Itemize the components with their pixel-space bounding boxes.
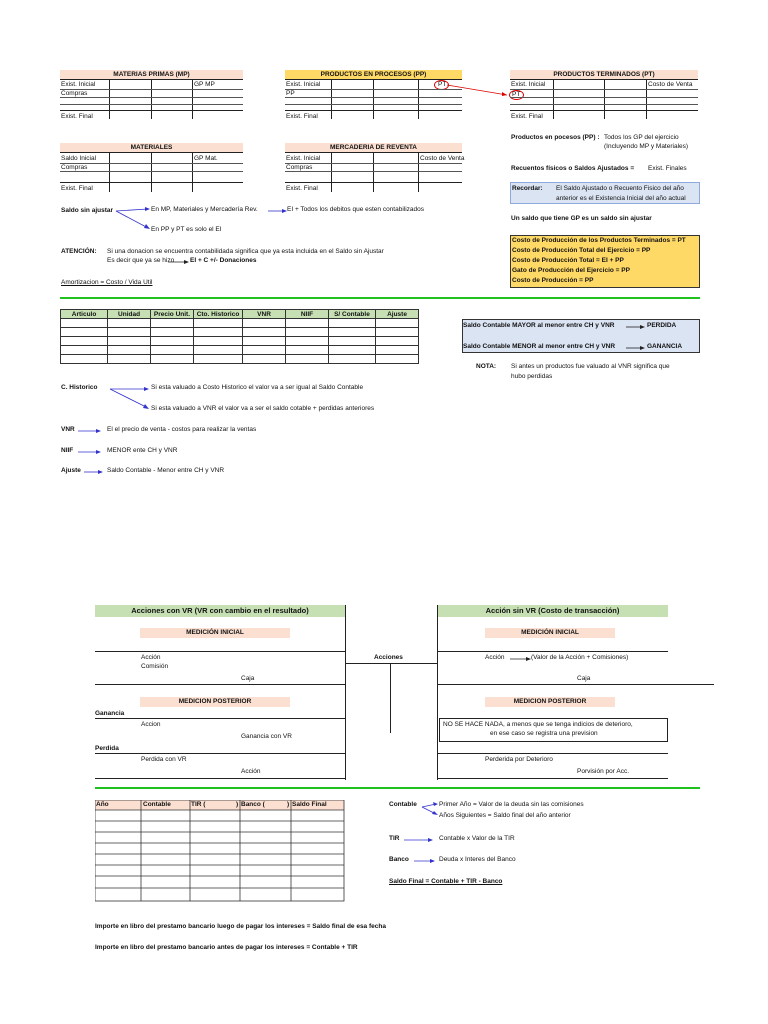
divider (510, 89, 698, 90)
ajuste-text: Saldo Contable - Menor entre CH y VNR (107, 467, 225, 474)
mer-compras: Compras (286, 164, 313, 171)
ch-text2: Si esta valuado a VNR el valor va a ser el saldo cotable + perdidas anteriores (151, 405, 375, 412)
th-tir-close: ) (236, 801, 239, 808)
mp-gp: GP MP (194, 81, 215, 88)
banco-label: Banco (389, 856, 409, 863)
med-inicial-right: MEDICIÓN INICIAL (485, 628, 615, 638)
loan-table-grid (95, 800, 345, 902)
saldo-label: Saldo sin ajustar (61, 207, 114, 214)
divider (151, 152, 152, 192)
importe-note-2: Importe en libro del prestamo bancario antes de pagar los intereses = Contable + TIR (95, 944, 358, 951)
divider (510, 97, 698, 98)
l-caja: Caja (241, 675, 255, 682)
p-perdida-vr: Perdida con VR (141, 756, 187, 763)
p-accion: Acción (241, 768, 261, 775)
th-precio: Precio Unit. (151, 310, 194, 319)
contable-text2: Años Siguientes = Saldo final del año anterior (439, 812, 571, 819)
th-contable: Contable (143, 801, 171, 808)
divider (345, 605, 346, 780)
divider (285, 171, 462, 172)
vnr-text: El el precio de venta - costos para realizar la ventas (107, 426, 257, 433)
pp-exist-inicial: Exist. Inicial (286, 81, 321, 88)
r-caja: Caja (577, 675, 591, 682)
niif-text: MENOR ente CH y VNR (107, 447, 178, 454)
arrow-icon (78, 449, 102, 455)
divider (60, 171, 243, 172)
pp-note-text: Todos los GP del ejercicio (604, 134, 679, 141)
mer-costo-venta: Costo de Venta (420, 155, 465, 162)
divider (390, 663, 391, 733)
divider (646, 79, 647, 119)
arrow-icon (414, 858, 436, 864)
arrow-icon (510, 656, 532, 662)
divider (285, 104, 462, 105)
divider (95, 778, 345, 779)
divider (109, 152, 110, 192)
arrow-icon (626, 324, 646, 330)
divider (510, 104, 698, 105)
niif-label: NIIF (61, 447, 74, 454)
saldo-a2: En PP y PT es solo el EI (151, 226, 222, 233)
costo-line-2: Costo de Producción Total del Ejercicio = PP (512, 247, 651, 254)
acciones-vr-title: Acciones con VR (VR con cambio en el resultado) (95, 605, 345, 617)
mer-title: MERCADERIA DE REVENTA (285, 143, 462, 152)
r-accion: Acción (485, 654, 505, 661)
divider (437, 651, 668, 652)
med-posterior-right: MEDICION POSTERIOR (485, 697, 615, 707)
divider (285, 89, 462, 90)
ch-text1: Si esta valuado a Costo Historico el valor va a ser igual al Saldo Contable (151, 384, 364, 391)
divider (331, 79, 332, 119)
g-ganancia-vr: Ganancia con VR (241, 733, 292, 740)
costo-line-1: Costo de Producción de los Productos Terminados = PT (512, 237, 686, 244)
table-row (61, 346, 419, 355)
med-inicial-left: MEDICIÓN INICIAL (140, 628, 290, 638)
arrow-icon (404, 837, 434, 843)
perdida-deterioro: Perderida por Deterioro (485, 756, 553, 763)
divider (437, 753, 668, 754)
arrow-icon (168, 259, 190, 265)
med-posterior-left: MEDICION POSTERIOR (140, 697, 290, 707)
vr-perdida: PERDIDA (647, 322, 677, 329)
saldo-a1b: EI + Todos los debitos que esten contabilizados (287, 206, 425, 213)
mer-exist-final: Exist. Final (286, 185, 318, 192)
l-comision: Comisión (141, 663, 169, 670)
costo-line-3: Costo de Producción Total = EI + PP (512, 257, 624, 264)
red-arrow-icon (447, 84, 509, 98)
table-row (61, 355, 419, 364)
pt-pt: PT (512, 91, 521, 98)
divider (285, 163, 462, 164)
nada-line1: NO SE HACE NADA, a menos que se tenga indicios de deterioro, (443, 721, 633, 728)
saldo-a1: En MP, Materiales y Mercadería Rev. (151, 206, 258, 213)
pt-title: PRODUCTOS TERMINADOS (PT) (510, 70, 698, 79)
divider (60, 104, 243, 105)
pp-pp: PP (286, 90, 295, 97)
arrow-icon (268, 208, 288, 214)
divider (373, 79, 374, 119)
mp-exist-final: Exist. Final (61, 113, 93, 120)
pt-exist-final: Exist. Final (511, 113, 543, 120)
divider (60, 89, 243, 90)
pp-exist-final: Exist. Final (286, 113, 318, 120)
divider (95, 718, 345, 719)
th-banco-close: ) (287, 801, 290, 808)
mat-compras: Compras (61, 164, 88, 171)
banco-text: Deuda x Interes del Banco (439, 856, 516, 863)
th-niif: NIIF (286, 310, 329, 319)
divider (437, 684, 714, 685)
th-articulo: Articulo (61, 310, 108, 319)
recordar-label: Recordar: (512, 185, 543, 192)
pp-note-label: Productos en pocesos (PP) : (511, 134, 600, 141)
divider (192, 79, 193, 119)
mp-exist-inicial: Exist. Inicial (61, 81, 96, 88)
vr-line1: Saldo Contable MAYOR al menor entre CH y VNR (463, 322, 615, 329)
atencion-formula: EI + C +/- Donaciones (190, 257, 257, 264)
mp-title: MATERIAS PRIMAS (MP) (60, 70, 243, 79)
th-tir: TIR ( (191, 801, 206, 808)
th-cto-historico: Cto. Historico (193, 310, 242, 319)
pp-note-text2: (Incluyendo MP y Materiales) (604, 143, 689, 150)
ganancia-label: Ganancia (95, 710, 125, 717)
mer-exist-inicial: Exist. Inicial (286, 155, 321, 162)
ch-label: C. Historico (61, 384, 98, 391)
saldo-final-formula: Saldo Final = Contable + TIR - Banco (389, 878, 503, 885)
pp-pt: PT (438, 81, 447, 88)
tir-label: TIR (389, 835, 400, 842)
highlight-oval (509, 90, 524, 100)
divider (345, 663, 437, 664)
l-accion: Acción (141, 654, 161, 661)
vr-ganancia: GANANCIA (647, 343, 683, 350)
th-vnr: VNR (243, 310, 286, 319)
recordar-text1: El Saldo Ajustado o Recuento Fisico del año (556, 185, 684, 192)
table-row (61, 319, 419, 328)
arrow-icon (84, 469, 104, 475)
mat-gp: GP Mat. (194, 155, 218, 162)
divider (95, 684, 345, 685)
arrow-icon (422, 801, 440, 817)
tir-text: Contable x Valor de la TIR (439, 835, 515, 842)
r-accion-desc: (Valor de la Acción + Comisiones) (531, 654, 629, 661)
divider (373, 152, 374, 192)
vnr-label: VNR (61, 426, 75, 433)
arrow-icon (626, 345, 646, 351)
acciones-sin-vr-title: Acción sin VR (Costo de transacción) (437, 605, 668, 617)
th-ano: Año (96, 801, 109, 808)
contable-text1: Primer Año = Valor de la deuda sin las comisiones (439, 801, 584, 808)
th-banco: Banco ( (241, 801, 265, 808)
atencion-label: ATENCIÓN: (61, 248, 97, 255)
recuentos-label: Recuentos físicos o Saldos Ajustados = (511, 165, 635, 172)
importe-note-1: Importe en libro del prestamo bancario luego de pagar los intereses = Saldo final de esa fecha (95, 923, 386, 930)
divider (151, 79, 152, 119)
articulo-table (60, 309, 419, 364)
recordar-text2: anterior es el Existencia Inicial del año actual (556, 195, 686, 202)
costo-line-5: Costo de Producción = PP (512, 277, 594, 284)
atencion-text1: Si una donacion se encuentra contabilidada significa que ya esta incluida en el Saldo sin Ajustar (107, 248, 384, 255)
th-saldo-final: Saldo Final (292, 801, 327, 808)
mat-saldo-inicial: Saldo Inicial (61, 155, 97, 162)
divider (437, 778, 668, 779)
divider (285, 97, 462, 98)
divider (95, 753, 345, 754)
section-divider (60, 297, 700, 299)
acciones-center-label: Acciones (374, 654, 403, 661)
divider (192, 152, 193, 192)
divider (95, 651, 345, 652)
divider (109, 79, 110, 119)
vr-line2: Saldo Contable MENOR al menor entre CH y VNR (463, 343, 616, 350)
amortizacion-note: Amortizacion = Costo / Vida Util (61, 279, 153, 286)
arrow-icon (110, 385, 150, 411)
pt-exist-inicial: Exist. Inicial (511, 81, 546, 88)
th-unidad: Unidad (108, 310, 151, 319)
arrow-icon (116, 206, 152, 232)
prevision-acc: Porvisión por Acc. (577, 768, 630, 775)
mp-compras: Compras (61, 90, 88, 97)
arrow-icon (78, 428, 102, 434)
nada-line2: en ese caso se registra una prevision (490, 730, 598, 737)
recuentos-value: Exist. Finales (648, 165, 687, 172)
mat-title: MATERIALES (60, 143, 243, 152)
divider (60, 97, 243, 98)
nota-text2: hubo perdidas (511, 373, 553, 380)
atencion-text2: Es decir que ya se hizo (107, 257, 175, 264)
saldo-gp-note: Un saldo que tiene GP es un saldo sin ajustar (511, 215, 652, 222)
section-divider (95, 787, 700, 789)
th-ajuste: Ajuste (376, 310, 419, 319)
table-row (61, 337, 419, 346)
divider (418, 79, 419, 119)
divider (60, 163, 243, 164)
costo-line-4: Gato de Producción del Ejercicio = PP (512, 267, 630, 274)
divider (604, 79, 605, 119)
g-accion: Accion (141, 721, 161, 728)
contable-label: Contable (389, 801, 417, 808)
pt-costo-venta: Costo de Venta (648, 81, 693, 88)
perdida-label: Perdida (95, 745, 119, 752)
divider (331, 152, 332, 192)
mat-exist-final: Exist. Final (61, 185, 93, 192)
th-s-contable: S/ Contable (328, 310, 375, 319)
divider (418, 152, 419, 192)
divider (553, 79, 554, 119)
nota-text1: Si antes un productos fue valuado al VNR significa que (511, 363, 670, 370)
ajuste-label: Ajuste (61, 467, 81, 474)
nota-label: NOTA: (476, 363, 497, 370)
pp-title: PRODUCTOS EN PROCESOS (PP) (285, 70, 462, 79)
table-row (61, 328, 419, 337)
